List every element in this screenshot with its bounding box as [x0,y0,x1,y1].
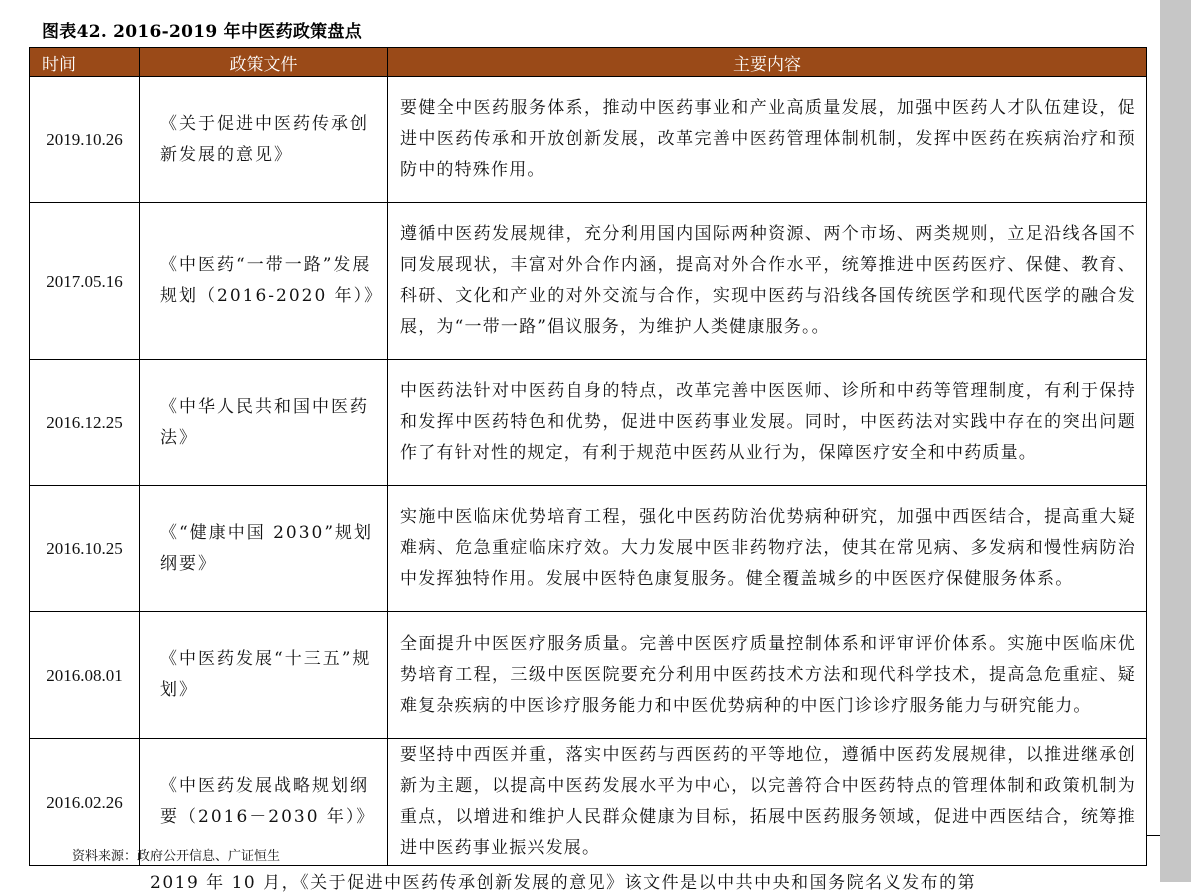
row-content: 中医药法针对中医药自身的特点，改革完善中医医师、诊所和中药等管理制度，有利于保持和发挥中医药特色和优势，促进中医药事业发展。同时，中医药法对实践中存在的突出问题作了有针对性的规定，有利于规范中医药从业行为，保障医疗安全和中药质量。 [388,360,1147,486]
table-row [30,360,1147,486]
table-row [30,612,1147,739]
table-row [30,77,1147,203]
row-date: 2016.10.25 [30,486,140,612]
row-policy: 《关于促进中医药传承创新发展的意见》 [140,77,388,203]
row-date: 2019.10.26 [30,77,140,203]
figure-title-text: 2016-2019 年中医药政策盘点 [113,22,363,42]
row-policy: 《中华人民共和国中医药法》 [140,360,388,486]
header-policy: 政策文件 [140,48,388,77]
body-text-cutoff: 2019 年 10 月，《关于促进中医药传承创新发展的意见》该文件是以中共中央和国务院名义发布的第 [150,873,977,893]
row-content: 实施中医临床优势培育工程，强化中医药防治优势病种研究，加强中西医结合，提高重大疑难病、危急重症临床疗效。大力发展中医非药物疗法，使其在常见病、多发病和慢性病防治中发挥独特作用。发展中医特色康复服务。健全覆盖城乡的中医医疗保健服务体系。 [388,486,1147,612]
row-date: 2016.02.26 [30,739,140,866]
row-policy: 《中医药“一带一路”发展规划（2016-2020 年）》 [140,203,388,360]
row-content: 遵循中医药发展规律，充分利用国内国际两种资源、两个市场、两类规则，立足沿线各国不同发展现状，丰富对外合作内涵，提高对外合作水平，统筹推进中医药医疗、保健、教育、科研、文化和产业的对外交流与合作，实现中医药与沿线各国传统医学和现代医学的融合发展，为“一带一路”倡议服务，为维护人类健康服务。。 [388,203,1147,360]
table-row [30,486,1147,612]
figure-label: 图表42. [42,22,108,42]
row-policy: 《中医药发展“十三五”规划》 [140,612,388,739]
figure-title [42,17,362,42]
table-row [30,203,1147,360]
row-policy: 《“健康中国 2030”规划纲要》 [140,486,388,612]
row-content: 要健全中医药服务体系，推动中医药事业和产业高质量发展，加强中医药人才队伍建设，促进中医药传承和开放创新发展，改革完善中医药管理体制机制，发挥中医药在疾病治疗和预防中的特殊作用。 [388,77,1147,203]
header-time: 时间 [30,48,140,77]
policy-table [29,47,1147,866]
row-date: 2016.08.01 [30,612,140,739]
row-date: 2017.05.16 [30,203,140,360]
header-content: 主要内容 [388,48,1147,77]
row-date: 2016.12.25 [30,360,140,486]
row-policy: 《中医药发展战略规划纲要（2016－2030 年）》 [140,739,388,866]
scrollbar[interactable] [1160,0,1191,882]
source-note: 资料来源：政府公开信息、广证恒生 [72,849,281,864]
row-content: 全面提升中医医疗服务质量。完善中医医疗质量控制体系和评审评价体系。实施中医临床优势培育工程，三级中医医院要充分利用中医药技术方法和现代科学技术，提高急危重症、疑难复杂疾病的中医诊疗服务能力和中医优势病种的中医门诊诊疗服务能力与研究能力。 [388,612,1147,739]
table-header-row [30,48,1147,77]
row-content: 要坚持中西医并重，落实中医药与西医药的平等地位，遵循中医药发展规律，以推进继承创新为主题，以提高中医药发展水平为中心，以完善符合中医药特点的管理体制和政策机制为重点，以增进和维护人民群众健康为目标，拓展中医药服务领域，促进中西医结合，统筹推进中医药事业振兴发展。 [388,739,1147,866]
